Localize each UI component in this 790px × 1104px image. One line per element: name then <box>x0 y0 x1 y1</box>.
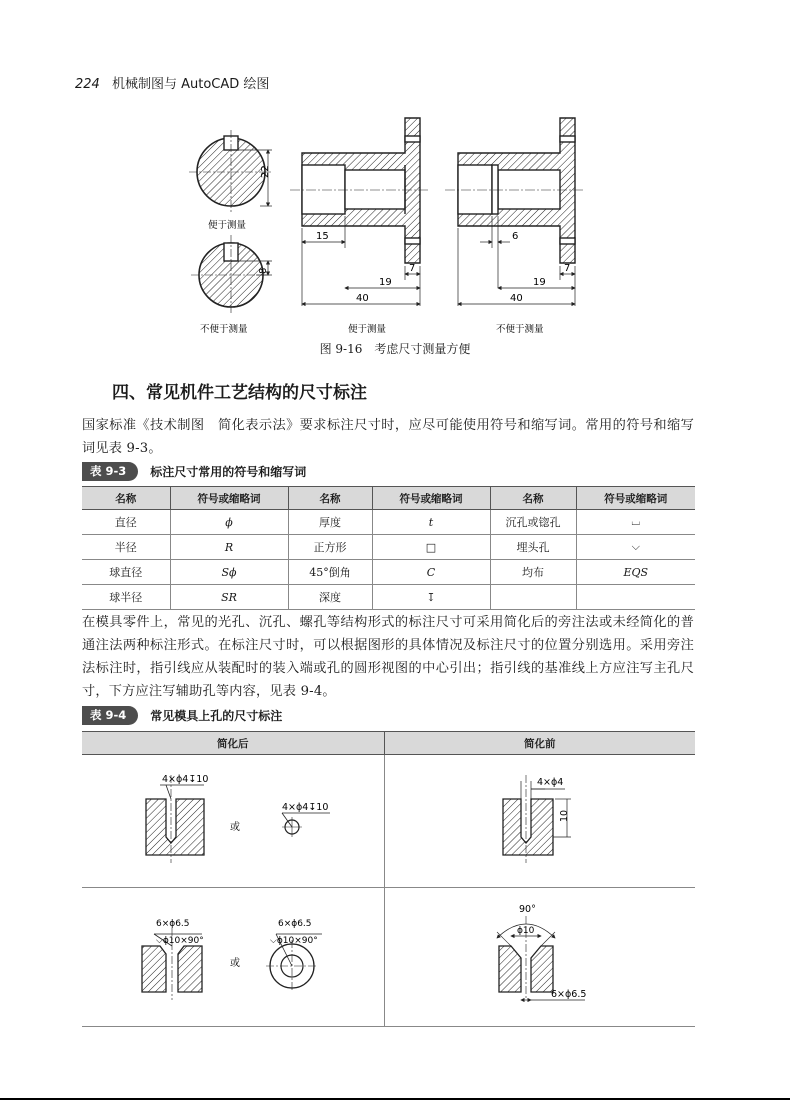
table-cell: 埋头孔 <box>490 535 576 560</box>
label-convenient-2: 便于测量 <box>348 324 387 335</box>
table-row <box>82 585 695 610</box>
table-row <box>82 510 695 535</box>
dim-6: 6 <box>512 231 519 242</box>
label-convenient-1: 便于测量 <box>208 220 247 231</box>
flange-convenient <box>290 118 430 263</box>
or-text-2: 或 <box>230 958 240 969</box>
dim-19-right: 19 <box>533 277 546 288</box>
table-row <box>82 888 695 1027</box>
paragraph-2: 在模具零件上，常见的光孔、沉孔、螺孔等结构形式的标注尺寸可采用简化后的旁注法或未经简化的普通注法两种标注形式。在标注尺寸时，可以根据图形的具体情况及标注尺寸的位置分别选用。采用旁注法标注时，指引线应从装配时的装入端或孔的圆形视图的中心引出；指引线的基准线上方应注写主孔尺寸，下方应注写辅助孔等内容，见表 9-4。 <box>82 615 694 699</box>
dim-22: 22 <box>260 165 271 178</box>
table-cell: 正方形 <box>288 535 372 560</box>
counterbore-symbol: ⌴ <box>576 510 695 535</box>
col-header: 名称 <box>288 487 372 510</box>
table-cell: 半径 <box>82 535 170 560</box>
table-cell: 直径 <box>82 510 170 535</box>
table-cell: C <box>372 560 490 585</box>
cell-unsimplified-countersink <box>384 888 695 1027</box>
table-cell: ϕ <box>170 510 288 535</box>
table-cell <box>490 585 576 610</box>
dim-hole-dia: 6×ϕ6.5 <box>550 989 586 1000</box>
table-cell: EQS <box>576 560 695 585</box>
table-cell: 球半径 <box>82 585 170 610</box>
page-bottom-rule <box>0 1098 790 1100</box>
dim-7-left: 7 <box>409 263 416 274</box>
depth-symbol: ↧ <box>372 585 490 610</box>
table-9-4-label <box>82 707 282 724</box>
shaft-section-inconvenient <box>191 235 272 315</box>
label-inconvenient-1: 不便于测量 <box>200 324 248 335</box>
dim-csk-dia: ϕ10 <box>516 926 534 936</box>
table-9-3-title: 标注尺寸常用的符号和缩写词 <box>150 465 307 479</box>
book-title: 机械制图与 AutoCAD 绘图 <box>111 77 270 92</box>
table-cell: Sϕ <box>170 560 288 585</box>
table-9-4-title: 常见模具上孔的尺寸标注 <box>150 709 283 723</box>
dim-40-left: 40 <box>356 293 369 304</box>
note-countersink-a2: ⌵ϕ10×90° <box>156 936 204 946</box>
note-countersink-a1: 6×ϕ6.5 <box>156 919 190 929</box>
table-row <box>82 535 695 560</box>
note-countersink-b2: ⌵ϕ10×90° <box>270 936 318 946</box>
table-row <box>82 755 695 888</box>
col-header: 符号或缩略词 <box>576 487 695 510</box>
dim-40-right: 40 <box>510 293 523 304</box>
col-header-simplified: 简化后 <box>82 732 384 755</box>
paragraph-1: 国家标准《技术制图 简化表示法》要求标注尺寸时，应尽可能使用符号和缩写词。常用的符号和缩写词见表 9-3。 <box>82 418 694 456</box>
square-symbol: □ <box>372 535 490 560</box>
table-cell: 深度 <box>288 585 372 610</box>
cell-simplified-countersink <box>82 888 384 1027</box>
unsimplified-blind-hole-drawing <box>385 755 695 883</box>
table-cell: 球直径 <box>82 560 170 585</box>
dim-15: 15 <box>316 231 329 242</box>
countersink-symbol: ⌵ <box>576 535 695 560</box>
cell-simplified-blind-hole <box>82 755 384 888</box>
col-header: 名称 <box>490 487 576 510</box>
table-9-4-badge: 表 9-4 <box>82 706 138 725</box>
table-header-row <box>82 487 695 510</box>
table-cell <box>576 585 695 610</box>
table-9-3-label <box>82 463 306 480</box>
section-title: 四、常见机件工艺结构的尺寸标注 <box>112 383 367 403</box>
col-header: 符号或缩略词 <box>170 487 288 510</box>
dim-8: 8 <box>258 267 269 274</box>
figure-9-16 <box>180 108 600 336</box>
dim-7-right: 7 <box>564 263 571 274</box>
table-9-3 <box>82 486 695 610</box>
label-inconvenient-2: 不便于测量 <box>496 324 544 335</box>
shaft-section-convenient <box>189 130 273 214</box>
simplified-blind-hole-drawing <box>82 755 382 883</box>
page-number: 224 <box>75 77 100 92</box>
table-cell: 45°倒角 <box>288 560 372 585</box>
table-row <box>82 560 695 585</box>
note-blind-hole-a: 4×ϕ4↧10 <box>162 774 209 785</box>
dim-depth-10: 10 <box>558 809 570 822</box>
table-9-3-badge: 表 9-3 <box>82 462 138 481</box>
or-text-1: 或 <box>230 822 240 833</box>
simplified-countersink-drawing <box>82 888 382 1022</box>
col-header: 符号或缩略词 <box>372 487 490 510</box>
note-blind-hole-c: 4×ϕ4 <box>536 777 563 788</box>
page-header <box>75 73 269 92</box>
table-cell: R <box>170 535 288 560</box>
table-cell: SR <box>170 585 288 610</box>
table-cell: 厚度 <box>288 510 372 535</box>
dim-19-left: 19 <box>379 277 392 288</box>
note-countersink-b1: 6×ϕ6.5 <box>278 919 312 929</box>
table-header-row <box>82 732 695 755</box>
col-header: 名称 <box>82 487 170 510</box>
note-blind-hole-b: 4×ϕ4↧10 <box>282 802 329 813</box>
table-cell: 沉孔或锪孔 <box>490 510 576 535</box>
unsimplified-countersink-drawing <box>385 888 695 1022</box>
figure-caption: 图 9-16 考虑尺寸测量方便 <box>319 342 471 356</box>
table-9-4 <box>82 731 695 1027</box>
table-cell: t <box>372 510 490 535</box>
table-cell: 均布 <box>490 560 576 585</box>
cell-unsimplified-blind-hole <box>384 755 695 888</box>
col-header-unsimplified: 简化前 <box>384 732 695 755</box>
dim-angle-90: 90° <box>518 904 536 915</box>
